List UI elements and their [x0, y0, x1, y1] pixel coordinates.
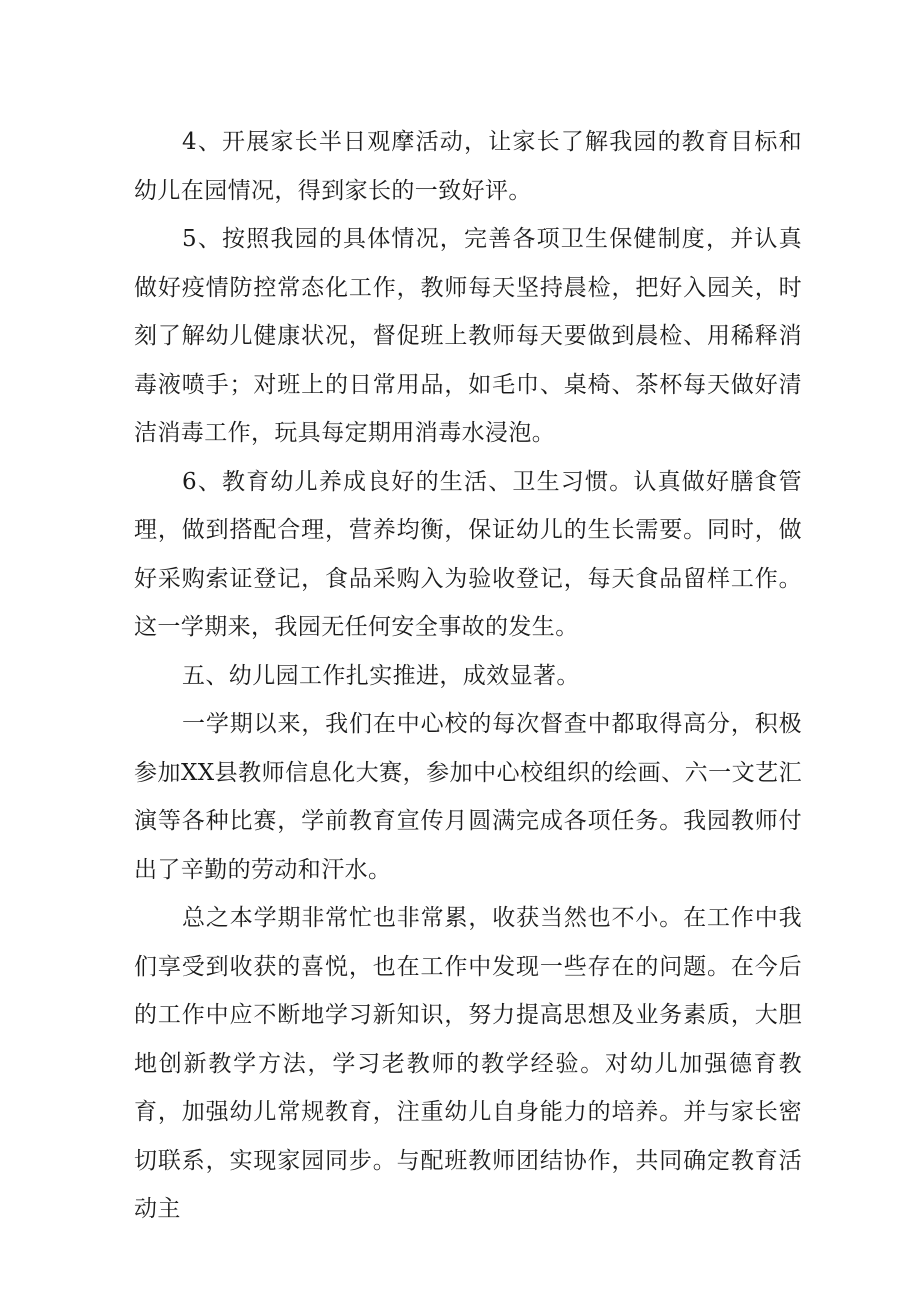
- paragraph-item-6: 6、教育幼儿养成良好的生活、卫生习惯。认真做好膳食管理，做到搭配合理，营养均衡，保证幼儿的生长需要。同时，做好采购索证登记，食品采购入为验收登记，每天食品留样工作。这一学期来，我园无任何安全事故的发生。: [134, 468, 802, 640]
- paragraph-item-5: 5、按照我园的具体情况，完善各项卫生保健制度，并认真做好疫情防控常态化工作，教师每天坚持晨检，把好入园关，时刻了解幼儿健康状况，督促班上教师每天要做到晨检、用稀释消毒液喷手；对班上的日常用品，如毛巾、桌椅、茶杯每天做好清洁消毒工作，玩具每定期用消毒水浸泡。: [134, 226, 802, 446]
- paragraph-item-4: 4、开展家长半日观摩活动，让家长了解我园的教育目标和幼儿在园情况，得到家长的一致好评。: [134, 129, 802, 204]
- paragraph-achievements: 一学期以来，我们在中心校的每次督查中都取得高分，积极参加XX县教师信息化大赛，参加中心校组织的绘画、六一文艺汇演等各种比赛，学前教育宣传月圆满完成各项任务。我园教师付出了辛勤的劳动和汗水。: [134, 711, 802, 883]
- document-body: [134, 118, 802, 1234]
- section-heading-five: 五、幼儿园工作扎实推进，成效显著。: [182, 662, 580, 689]
- paragraph-summary: 总之本学期非常忙也非常累，收获当然也不小。在工作中我们享受到收获的喜悦，也在工作中发现一些存在的问题。在今后的工作中应不断地学习新知识，努力提高思想及业务素质，大胆地创新教学方法，学习老教师的教学经验。对幼儿加强德育教育，加强幼儿常规教育，注重幼儿自身能力的培养。并与家长密切联系，实现家园同步。与配班教师团结协作，共同确定教育活动主: [134, 905, 802, 1222]
